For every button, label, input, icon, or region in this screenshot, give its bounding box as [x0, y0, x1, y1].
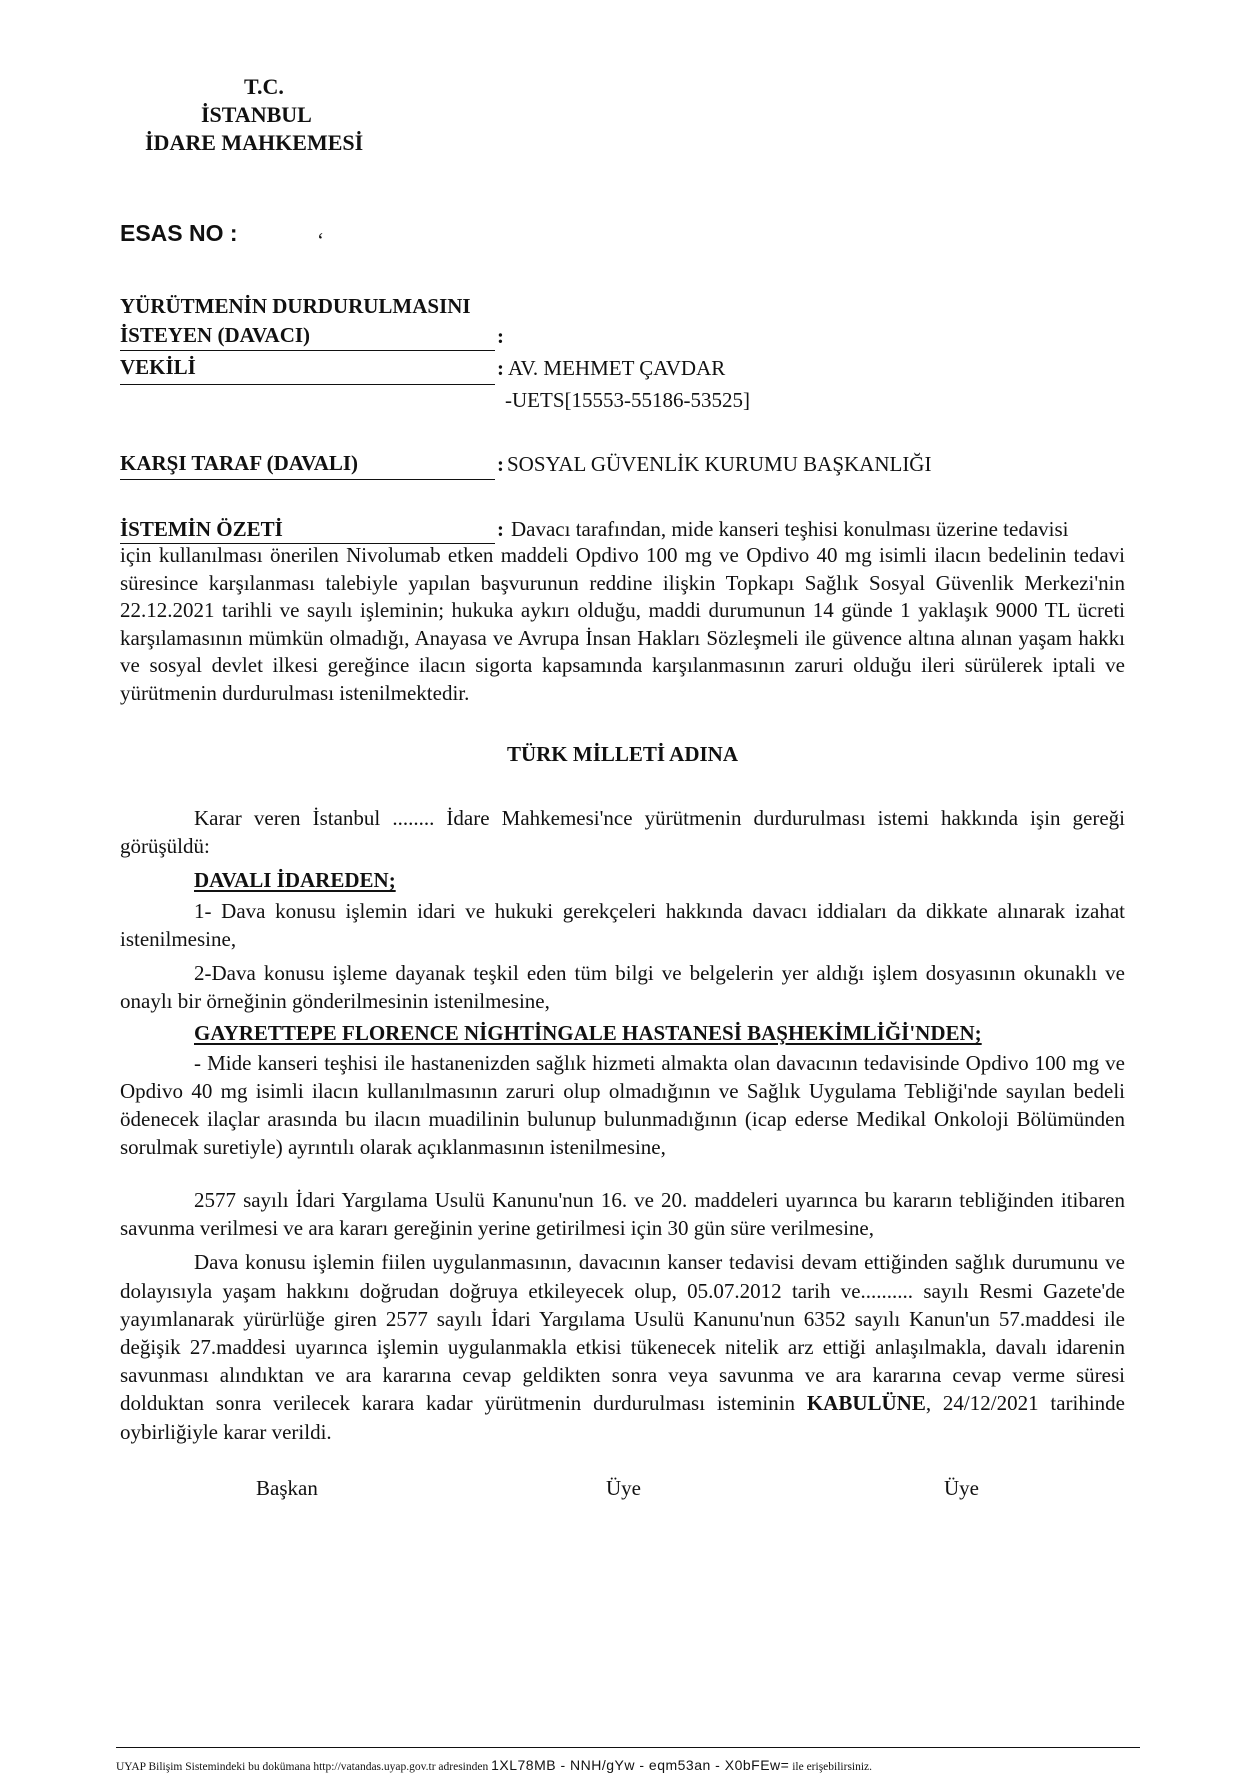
vekil-underline — [120, 384, 495, 385]
davaci-label-line2: İSTEYEN (DAVACI) — [120, 323, 311, 347]
subheading-hastane: GAYRETTEPE FLORENCE NİGHTİNGALE HASTANESİ BAŞHEKİMLİĞİ'NDEN; — [194, 1021, 982, 1046]
decision-final — [120, 1186, 1125, 1446]
davaci-underline — [120, 350, 495, 351]
vekil-colon: : — [497, 356, 504, 380]
decision-para-2-end: , 24/12/2021 tarihinde oybirliğiyle karar verildi. — [120, 1391, 1126, 1444]
footer-text: UYAP Bilişim Sistemindeki bu dokümana http://vatandas.uyap.gov.tr adresinden — [116, 1761, 489, 1773]
ozet-label: İSTEMİN ÖZETİ — [120, 517, 283, 541]
decision-intro: Karar veren İstanbul ........ İdare Mahkemesi'nce yürütmenin durdurulması istemi hakkında işin gereği görüşüldü: — [120, 806, 1125, 859]
footer-text-end: ile erişebilirsiniz. — [792, 1761, 873, 1773]
ozet-colon: : — [497, 517, 504, 541]
header-tc: T.C. — [244, 74, 284, 99]
signature-uye-1: Üye — [606, 1476, 641, 1500]
davali-underline — [120, 479, 495, 480]
subheading-davali: DAVALI İDAREDEN; — [194, 868, 396, 893]
decision-para-1: 2577 sayılı İdari Yargılama Usulü Kanunu'nun 16. ve 20. maddeleri uyarınca bu kararın tebliğinden itibaren savunma verilmesi ve ara kararı gereğinin yerine getirilmesi için 30 gün süre verilmesine, — [120, 1188, 1125, 1241]
ozet-body — [120, 542, 1125, 708]
decision-para-2-text: Dava konusu işlemin fiilen uygulanmasının, davacının kanser tedavisi devam ettiğinden sağlık durumunu ve dolayısıyla yaşam hakkını doğrudan doğruya etkileyecek olup, 05.07.2012 tarih ve.......... sayılı Resmi Gazete'de yayımlanarak yürürlüğe giren 2577 sayılı İdari Yargılama Usulü Kanunu'nun 6352 sayılı Kanun'un 57.maddesi ile değişik 27.maddesi uyarınca işlemin uygulanmakla etkisi tükenecek nitelik arz ettiği anlaşılmakla, davalı idarenin savunması alındıktan ve ara kararına cevap geldikten sonra veya savunma ve ara kararına cevap verme süresi dolduktan sonra verilecek karara kadar yürütmenin durdurulması isteminin — [120, 1250, 1125, 1416]
esas-no-mark: ‘ — [317, 228, 324, 252]
header-court: İDARE MAHKEMESİ — [145, 130, 364, 155]
davaci-label-line1: YÜRÜTMENİN DURDURULMASINI — [120, 294, 471, 318]
decision-item-1: 1- Dava konusu işlemin idari ve hukuki gerekçeleri hakkında davacı iddiaları da dikkate alınarak izahat istenilmesine, — [120, 898, 1125, 951]
decision-item-2: 2-Dava konusu işleme dayanak teşkil eden tüm bilgi ve belgelerin yer aldığı işlem dosyasının okunaklı ve onaylı bir örneğinin gönderilmesinin istenilmesine, — [120, 961, 1125, 1014]
footer-divider — [116, 1747, 1140, 1748]
davali-label: KARŞI TARAF (DAVALI) — [120, 451, 359, 475]
esas-no-label: ESAS NO : — [120, 220, 238, 246]
davali-name: SOSYAL GÜVENLİK KURUMU BAŞKANLIĞI — [507, 452, 932, 476]
vekil-name: AV. MEHMET ÇAVDAR — [508, 356, 726, 380]
ozet-first-line: Davacı tarafından, mide kanseri teşhisi konulması üzerine tedavisi — [511, 517, 1069, 541]
vekil-label: VEKİLİ — [120, 355, 196, 379]
signature-uye-2: Üye — [944, 1476, 979, 1500]
kabul-word: KABULÜNE — [806, 1391, 926, 1416]
footer-access-code: 1XL78MB - NNH/gYw - eqm53an - X0bFEw= — [491, 1757, 790, 1773]
decision-item-3: - Mide kanseri teşhisi ile hastanenizden sağlık hizmeti almakta olan davacının tedavisinde Opdivo 100 mg ve Opdivo 40 mg isimli ilacın kullanılmasının zaruri olup olmadığının ve Sağlık Uygulama Tebliği'nde sayılan bedeli ödenecek ilaçlar arasında bu ilacın muadilinin bulunup bulunmadığının (icap ederse Medikal Onkoloji Bölümünden sorulmak suretiyle) ayrıntılı olarak açıklanmasının istenilmesine, — [120, 1050, 1125, 1160]
ozet-body-text: için kullanılması önerilen Nivolumab etken maddeli Opdivo 100 mg ve Opdivo 40 mg isimli ilacın bedelinin tedavi süresince karşılanması talebiyle yapılan başvurunun reddine ilişkin Topkapı Sağlık Sosyal Güvenlik Merkezi'nin 22.12.2021 tarihli ve sayılı işleminin; hukuka aykırı olduğu, maddi durumunun 14 günde 1 yaklaşık 9000 TL ücreti karşılamasının mümkün olmadığı, Anayasa ve Avrupa İnsan Hakları Sözleşmeli ile güvence altına alınan yaşam hakkı ve sosyal devlet ilkesi gereğince ilacın sigorta kapsamında karşılanmasının zaruri olduğu ileri sürülerek iptali ve yürütmenin durdurulması istenilmektedir. — [120, 543, 1125, 705]
davaci-colon: : — [497, 324, 504, 348]
davali-colon: : — [497, 452, 504, 476]
signature-baskan: Başkan — [256, 1476, 318, 1500]
decision-para-2 — [120, 1248, 1125, 1445]
footer — [116, 1757, 1140, 1773]
vekil-uets: -UETS[15553-55186-53525] — [505, 388, 750, 412]
header-city: İSTANBUL — [201, 102, 312, 127]
page-title: TÜRK MİLLETİ ADINA — [506, 742, 739, 766]
decision-block — [120, 804, 1125, 1161]
